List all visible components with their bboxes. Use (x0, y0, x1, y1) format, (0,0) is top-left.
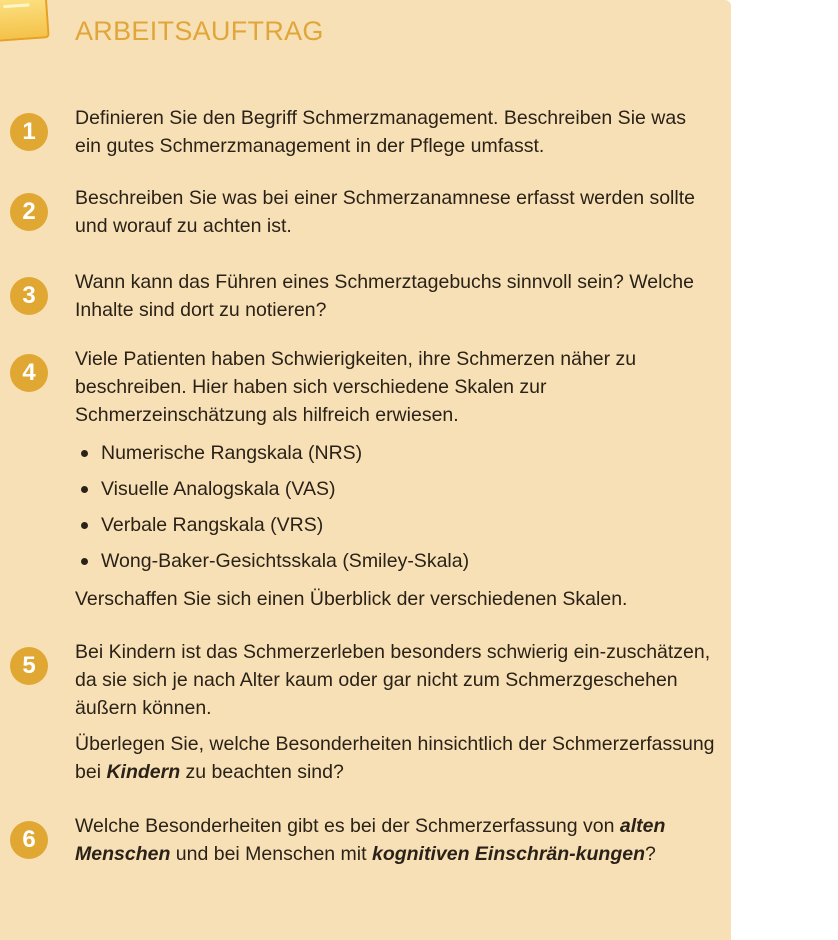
list-item: Wong-Baker-Gesichtsskala (Smiley-Skala) (101, 543, 715, 579)
task-6 (22, 812, 715, 868)
task-text: Definieren Sie den Begriff Schmerzmanagement. Beschreiben Sie was ein gutes Schmerzmanagement in der Pflege umfasst. (75, 107, 686, 157)
text-run: Überlegen Sie, welche Besonderheiten hinsichtlich der Schmerzerfassung bei (75, 733, 715, 783)
emphasis: Kindern (106, 761, 181, 783)
scale-list (75, 435, 715, 579)
note-icon (0, 0, 50, 42)
number-badge: 6 (10, 821, 48, 859)
task-followup: Verschaffen Sie sich einen Überblick der verschiedenen Skalen. (75, 588, 628, 610)
emphasis: alten Menschen (75, 815, 666, 865)
list-item: Verbale Rangskala (VRS) (101, 507, 715, 543)
task-2 (22, 184, 715, 240)
task-text: Beschreiben Sie was bei einer Schmerzanamnese erfasst werden sollte und worauf zu achten ist. (75, 187, 695, 237)
task-text: Viele Patienten haben Schwierigkeiten, ihre Schmerzen näher zu beschreiben. Hier haben sich verschiedene Skalen zur Schmerzeinschätzung als hilfreich erwiesen. (75, 348, 637, 426)
task-followup (75, 730, 715, 786)
text-run: zu beachten sind? (180, 761, 344, 783)
number-badge: 4 (10, 354, 48, 392)
task-text: Wann kann das Führen eines Schmerztagebuchs sinnvoll sein? Welche Inhalte sind dort zu notieren? (75, 271, 694, 321)
text-run: und bei Menschen mit (170, 843, 372, 865)
panel-title: ARBEITSAUFTRAG (75, 16, 324, 46)
list-item: Visuelle Analogskala (VAS) (101, 471, 715, 507)
text-run: Welche Besonderheiten gibt es bei der Schmerzerfassung von (75, 815, 620, 837)
text-run: ? (645, 843, 656, 865)
task-4 (22, 345, 715, 613)
number-badge: 1 (10, 113, 48, 151)
task-5 (22, 638, 715, 786)
number-badge: 5 (10, 647, 48, 685)
task-text: Bei Kindern ist das Schmerzerleben besonders schwierig ein-zuschätzen, da sie sich je nach Alter kaum oder gar nicht zum Schmerzgeschehen äußern können. (75, 641, 711, 719)
emphasis: kognitiven Einschrän-kungen (371, 843, 646, 865)
task-1 (22, 104, 715, 160)
list-item: Numerische Rangskala (NRS) (101, 435, 715, 471)
number-badge: 2 (10, 193, 48, 231)
task-3 (22, 268, 715, 324)
number-badge: 3 (10, 277, 48, 315)
task-text (75, 812, 715, 868)
